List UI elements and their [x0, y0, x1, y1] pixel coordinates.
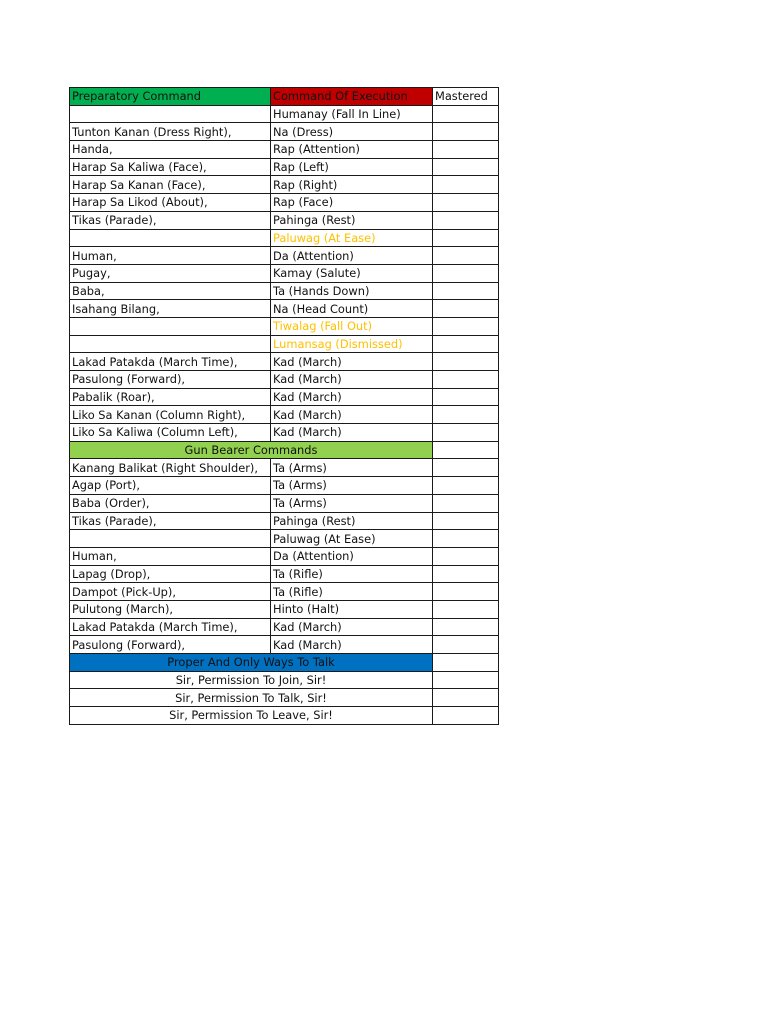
table-row — [70, 335, 499, 353]
preparatory-cell[interactable]: Harap Sa Likod (About), — [70, 194, 271, 212]
mastered-cell[interactable] — [433, 335, 499, 353]
mastered-cell[interactable] — [433, 371, 499, 389]
execution-cell[interactable]: Kad (March) — [271, 371, 433, 389]
mastered-cell[interactable] — [433, 317, 499, 335]
execution-cell[interactable]: Ta (Rifle) — [271, 583, 433, 601]
table-body — [70, 88, 499, 725]
table-row — [70, 636, 499, 654]
header-preparatory-command[interactable]: Preparatory Command — [70, 88, 271, 106]
mastered-cell[interactable] — [433, 141, 499, 159]
section-header-row — [70, 654, 499, 672]
preparatory-cell[interactable]: Liko Sa Kanan (Column Right), — [70, 406, 271, 424]
execution-cell[interactable]: Da (Attention) — [271, 547, 433, 565]
table-row — [70, 282, 499, 300]
mastered-cell[interactable] — [433, 583, 499, 601]
mastered-cell[interactable] — [433, 512, 499, 530]
execution-cell[interactable]: Pahinga (Rest) — [271, 512, 433, 530]
header-mastered[interactable]: Mastered — [433, 88, 499, 106]
table-row — [70, 353, 499, 371]
execution-cell[interactable]: Ta (Rifle) — [271, 565, 433, 583]
execution-cell[interactable]: Kad (March) — [271, 636, 433, 654]
table-row — [70, 194, 499, 212]
talk-line-cell[interactable]: Sir, Permission To Join, Sir! — [70, 671, 433, 689]
table-row — [70, 459, 499, 477]
execution-cell[interactable]: Kad (March) — [271, 424, 433, 442]
mastered-cell[interactable] — [433, 494, 499, 512]
drill-commands-table — [69, 87, 499, 725]
execution-cell[interactable]: Kamay (Salute) — [271, 264, 433, 282]
preparatory-cell[interactable]: Tikas (Parade), — [70, 512, 271, 530]
mastered-cell[interactable] — [433, 264, 499, 282]
preparatory-cell[interactable]: Harap Sa Kanan (Face), — [70, 176, 271, 194]
table-row — [70, 494, 499, 512]
execution-cell[interactable]: Kad (March) — [271, 388, 433, 406]
header-row — [70, 88, 499, 106]
mastered-cell[interactable] — [433, 229, 499, 247]
execution-cell[interactable]: Ta (Hands Down) — [271, 282, 433, 300]
mastered-cell[interactable] — [433, 459, 499, 477]
execution-cell[interactable]: Rap (Face) — [271, 194, 433, 212]
table-row — [70, 406, 499, 424]
preparatory-cell[interactable]: Lakad Patakda (March Time), — [70, 618, 271, 636]
mastered-cell[interactable] — [433, 530, 499, 548]
execution-cell[interactable]: Ta (Arms) — [271, 494, 433, 512]
preparatory-cell[interactable] — [70, 530, 271, 548]
mastered-cell[interactable] — [433, 477, 499, 495]
mastered-cell[interactable] — [433, 176, 499, 194]
preparatory-cell[interactable]: Pabalik (Roar), — [70, 388, 271, 406]
preparatory-cell[interactable]: Isahang Bilang, — [70, 300, 271, 318]
execution-cell[interactable]: Kad (March) — [271, 353, 433, 371]
execution-cell[interactable]: Kad (March) — [271, 406, 433, 424]
execution-cell[interactable]: Rap (Right) — [271, 176, 433, 194]
preparatory-cell[interactable]: Pulutong (March), — [70, 600, 271, 618]
mastered-cell[interactable] — [433, 406, 499, 424]
table-row — [70, 671, 499, 689]
execution-cell[interactable]: Tiwalag (Fall Out) — [271, 317, 433, 335]
preparatory-cell[interactable]: Pasulong (Forward), — [70, 371, 271, 389]
mastered-cell[interactable] — [433, 689, 499, 707]
talk-section-title[interactable]: Proper And Only Ways To Talk — [70, 654, 433, 672]
table-row — [70, 105, 499, 123]
preparatory-cell[interactable] — [70, 105, 271, 123]
preparatory-cell[interactable] — [70, 229, 271, 247]
preparatory-cell[interactable]: Dampot (Pick-Up), — [70, 583, 271, 601]
execution-cell[interactable]: Lumansag (Dismissed) — [271, 335, 433, 353]
execution-cell[interactable]: Ta (Arms) — [271, 459, 433, 477]
mastered-cell[interactable] — [433, 707, 499, 725]
mastered-cell[interactable] — [433, 636, 499, 654]
table-row — [70, 229, 499, 247]
table-row — [70, 300, 499, 318]
execution-cell[interactable]: Rap (Attention) — [271, 141, 433, 159]
table-row — [70, 547, 499, 565]
preparatory-cell[interactable]: Human, — [70, 247, 271, 265]
mastered-cell[interactable] — [433, 194, 499, 212]
table-row — [70, 512, 499, 530]
table-row — [70, 618, 499, 636]
mastered-cell[interactable] — [433, 388, 499, 406]
table-row — [70, 371, 499, 389]
mastered-cell[interactable] — [433, 424, 499, 442]
mastered-cell[interactable] — [433, 547, 499, 565]
mastered-cell[interactable] — [433, 123, 499, 141]
preparatory-cell[interactable]: Baba, — [70, 282, 271, 300]
mastered-cell[interactable] — [433, 600, 499, 618]
table-row — [70, 141, 499, 159]
preparatory-cell[interactable]: Lapag (Drop), — [70, 565, 271, 583]
table-row — [70, 477, 499, 495]
preparatory-cell[interactable]: Pugay, — [70, 264, 271, 282]
mastered-cell[interactable] — [433, 211, 499, 229]
header-command-of-execution[interactable]: Command Of Execution — [271, 88, 433, 106]
table-row — [70, 123, 499, 141]
preparatory-cell[interactable]: Lakad Patakda (March Time), — [70, 353, 271, 371]
table-row — [70, 247, 499, 265]
table-row — [70, 689, 499, 707]
execution-cell[interactable]: Paluwag (At Ease) — [271, 530, 433, 548]
execution-cell[interactable]: Paluwag (At Ease) — [271, 229, 433, 247]
section-header-row — [70, 441, 499, 459]
execution-cell[interactable]: Kad (March) — [271, 618, 433, 636]
preparatory-cell[interactable]: Agap (Port), — [70, 477, 271, 495]
execution-cell[interactable]: Na (Head Count) — [271, 300, 433, 318]
preparatory-cell[interactable]: Liko Sa Kaliwa (Column Left), — [70, 424, 271, 442]
mastered-cell[interactable] — [433, 247, 499, 265]
table-row — [70, 264, 499, 282]
talk-line-cell[interactable]: Sir, Permission To Leave, Sir! — [70, 707, 433, 725]
table-row — [70, 707, 499, 725]
preparatory-cell[interactable] — [70, 317, 271, 335]
table-row — [70, 600, 499, 618]
table-row — [70, 158, 499, 176]
mastered-cell[interactable] — [433, 282, 499, 300]
execution-cell[interactable]: Da (Attention) — [271, 247, 433, 265]
preparatory-cell[interactable]: Tikas (Parade), — [70, 211, 271, 229]
preparatory-cell[interactable]: Tunton Kanan (Dress Right), — [70, 123, 271, 141]
preparatory-cell[interactable]: Baba (Order), — [70, 494, 271, 512]
preparatory-cell[interactable] — [70, 335, 271, 353]
mastered-cell[interactable] — [433, 441, 499, 459]
mastered-cell[interactable] — [433, 671, 499, 689]
mastered-cell[interactable] — [433, 105, 499, 123]
mastered-cell[interactable] — [433, 300, 499, 318]
preparatory-cell[interactable]: Harap Sa Kaliwa (Face), — [70, 158, 271, 176]
talk-line-cell[interactable]: Sir, Permission To Talk, Sir! — [70, 689, 433, 707]
mastered-cell[interactable] — [433, 353, 499, 371]
table-row — [70, 565, 499, 583]
table-row — [70, 176, 499, 194]
execution-cell[interactable]: Na (Dress) — [271, 123, 433, 141]
gun-bearer-section-title[interactable]: Gun Bearer Commands — [70, 441, 433, 459]
table-row — [70, 317, 499, 335]
preparatory-cell[interactable]: Human, — [70, 547, 271, 565]
execution-cell[interactable]: Ta (Arms) — [271, 477, 433, 495]
execution-cell[interactable]: Humanay (Fall In Line) — [271, 105, 433, 123]
table-row — [70, 530, 499, 548]
table-row — [70, 424, 499, 442]
table-row — [70, 583, 499, 601]
preparatory-cell[interactable]: Handa, — [70, 141, 271, 159]
mastered-cell[interactable] — [433, 158, 499, 176]
mastered-cell[interactable] — [433, 654, 499, 672]
execution-cell[interactable]: Pahinga (Rest) — [271, 211, 433, 229]
table-row — [70, 388, 499, 406]
table-row — [70, 211, 499, 229]
mastered-cell[interactable] — [433, 565, 499, 583]
execution-cell[interactable]: Rap (Left) — [271, 158, 433, 176]
preparatory-cell[interactable]: Kanang Balikat (Right Shoulder), — [70, 459, 271, 477]
preparatory-cell[interactable]: Pasulong (Forward), — [70, 636, 271, 654]
execution-cell[interactable]: Hinto (Halt) — [271, 600, 433, 618]
mastered-cell[interactable] — [433, 618, 499, 636]
